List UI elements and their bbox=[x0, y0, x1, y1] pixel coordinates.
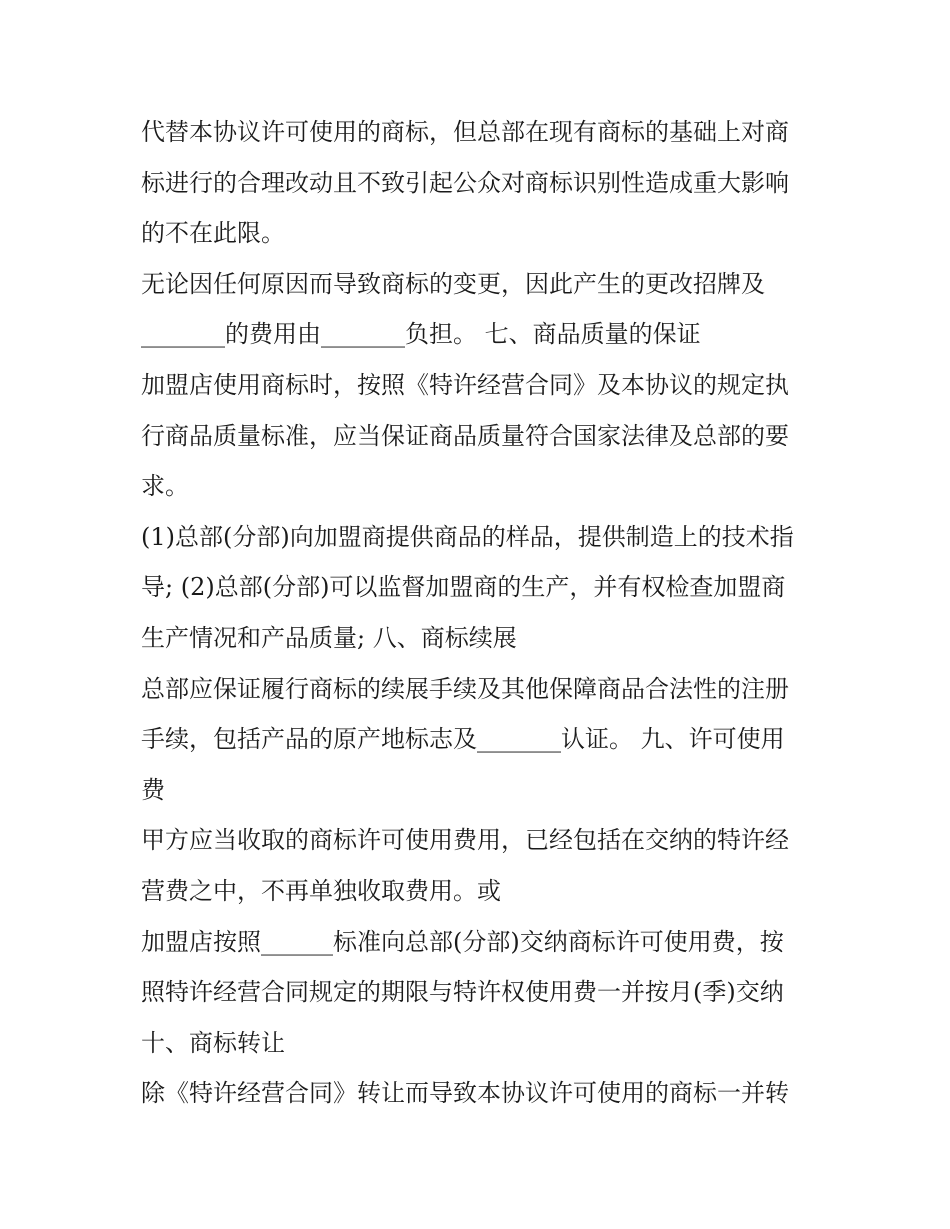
text-line: 十、商标转让 bbox=[141, 1028, 285, 1057]
text-line: 甲方应当收取的商标许可使用费用，已经包括在交纳的特许经 bbox=[141, 826, 789, 855]
text-line: 加盟店按照______标准向总部(分部)交纳商标许可使用费，按 bbox=[141, 927, 784, 956]
text-line: _______的费用由_______负担。 七、商品质量的保证 bbox=[141, 320, 701, 349]
text-line: 代替本协议许可使用的商标，但总部在现有商标的基础上对商 bbox=[141, 118, 789, 146]
text-line: 无论因任何原因而导致商标的变更，因此产生的更改招牌及 bbox=[141, 269, 765, 298]
text-line: 的不在此限。 bbox=[141, 219, 285, 248]
text-line: 导; (2)总部(分部)可以监督加盟商的生产，并有权检查加盟商 bbox=[141, 573, 786, 602]
text-line: 求。 bbox=[141, 472, 189, 501]
text-line: 总部应保证履行商标的续展手续及其他保障商品合法性的注册 bbox=[141, 674, 789, 703]
document-body bbox=[141, 107, 821, 1119]
text-line: 手续，包括产品的原产地标志及_______认证。 九、许可使用 bbox=[141, 725, 785, 754]
text-line: (1)总部(分部)向加盟商提供商品的样品，提供制造上的技术指 bbox=[141, 522, 794, 551]
text-line: 生产情况和产品质量; 八、商标续展 bbox=[141, 623, 517, 652]
text-line: 标进行的合理改动且不致引起公众对商标识别性造成重大影响 bbox=[141, 168, 789, 197]
text-line: 照特许经营合同规定的期限与特许权使用费一并按月(季)交纳 bbox=[141, 978, 784, 1007]
text-line: 费 bbox=[141, 775, 165, 804]
text-line: 除《特许经营合同》转让而导致本协议许可使用的商标一并转 bbox=[141, 1079, 789, 1108]
text-line: 营费之中，不再单独收取费用。或 bbox=[141, 876, 501, 905]
text-line: 加盟店使用商标时，按照《特许经营合同》及本协议的规定执 bbox=[141, 370, 789, 399]
text-line: 行商品质量标准，应当保证商品质量符合国家法律及总部的要 bbox=[141, 421, 789, 450]
